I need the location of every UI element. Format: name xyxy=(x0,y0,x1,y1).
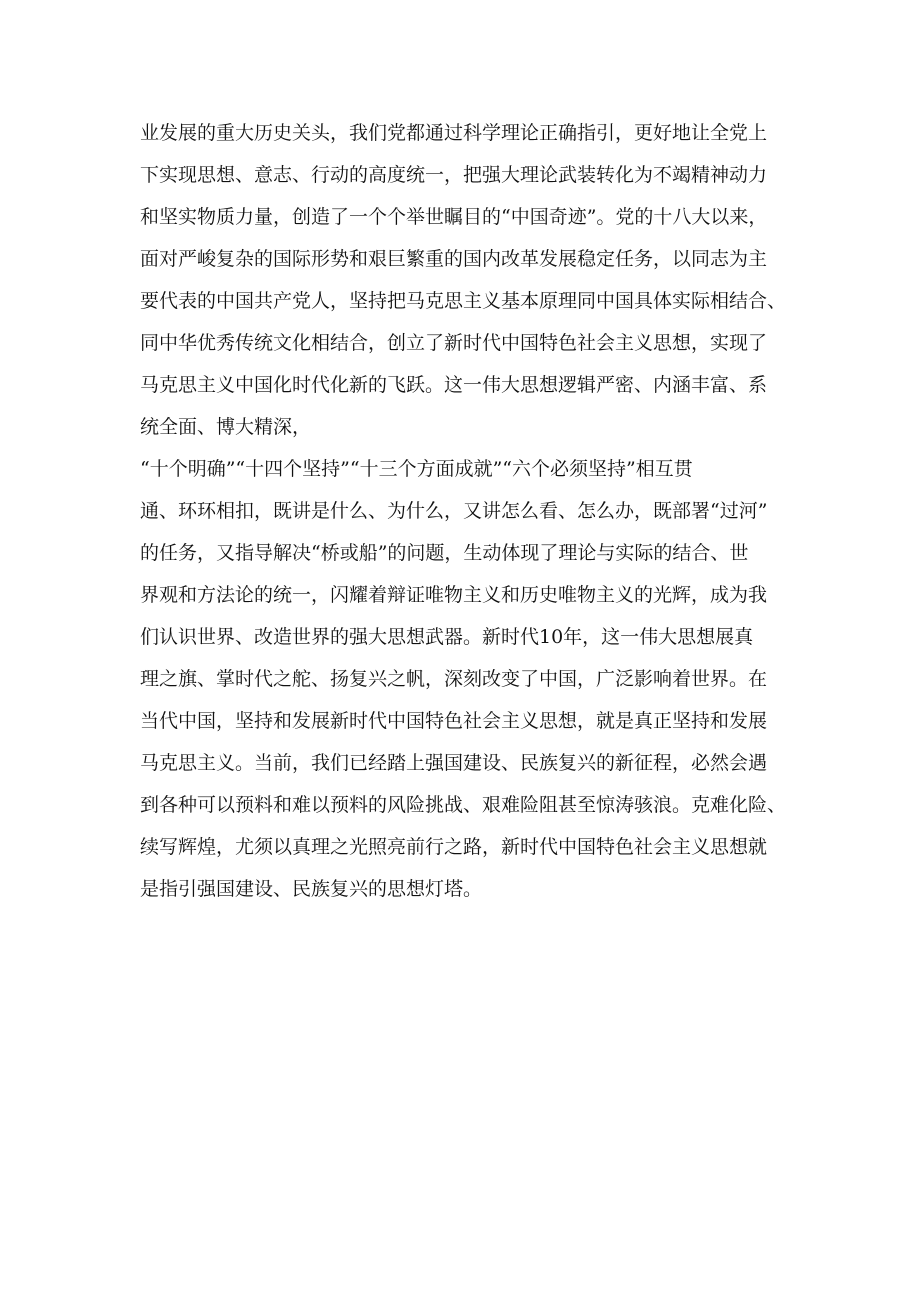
text-line: 到各种可以预料和难以预料的风险挑战、艰难险阻甚至惊涛骇浪。克难化险、 xyxy=(140,794,787,816)
text-line: 业发展的重大历史关头，我们党都通过科学理论正确指引，更好地让全党上 xyxy=(140,122,768,144)
text-line: 续写辉煌，尤须以真理之光照亮前行之路，新时代中国特色社会主义思想就 xyxy=(140,836,768,858)
text-line: 马克思主义中国化时代化新的飞跃。这一伟大思想逻辑严密、内涵丰富、系 xyxy=(140,374,768,396)
text-line: 通、环环相扣，既讲是什么、为什么，又讲怎么看、怎么办，既部署“过河” xyxy=(140,500,768,522)
text-line: 马克思主义。当前，我们已经踏上强国建设、民族复兴的新征程，必然会遇 xyxy=(140,752,768,774)
text-line: 要代表的中国共产党人，坚持把马克思主义基本原理同中国具体实际相结合、 xyxy=(140,290,787,312)
text-line: 理之旗、掌时代之舵、扬复兴之帆，深刻改变了中国，广泛影响着世界。在 xyxy=(140,668,768,690)
text-line: 们认识世界、改造世界的强大思想武器。新时代10年，这一伟大思想展真 xyxy=(140,626,754,648)
text-line: 面对严峻复杂的国际形势和艰巨繁重的国内改革发展稳定任务，以同志为主 xyxy=(140,248,768,270)
text-line: 界观和方法论的统一，闪耀着辩证唯物主义和历史唯物主义的光辉，成为我 xyxy=(140,584,768,606)
text-line: 当代中国，坚持和发展新时代中国特色社会主义思想，就是真正坚持和发展 xyxy=(140,710,768,732)
text-line: 同中华优秀传统文化相结合，创立了新时代中国特色社会主义思想，实现了 xyxy=(140,332,768,354)
text-line: 和坚实物质力量，创造了一个个举世瞩目的“中国奇迹”。党的十八大以来， xyxy=(140,206,768,228)
text-line: 下实现思想、意志、行动的高度统一，把强大理论武装转化为不竭精神动力 xyxy=(140,164,768,186)
body-text xyxy=(140,112,800,910)
text-line: 统全面、博大精深， xyxy=(140,416,312,438)
text-line: “十个明确”“十四个坚持”“十三个方面成就”“六个必须坚持”相互贯 xyxy=(140,458,693,480)
text-line: 是指引强国建设、民族复兴的思想灯塔。 xyxy=(140,878,483,900)
text-line: 的任务，又指导解决“桥或船”的问题，生动体现了理论与实际的结合、世 xyxy=(140,542,749,564)
